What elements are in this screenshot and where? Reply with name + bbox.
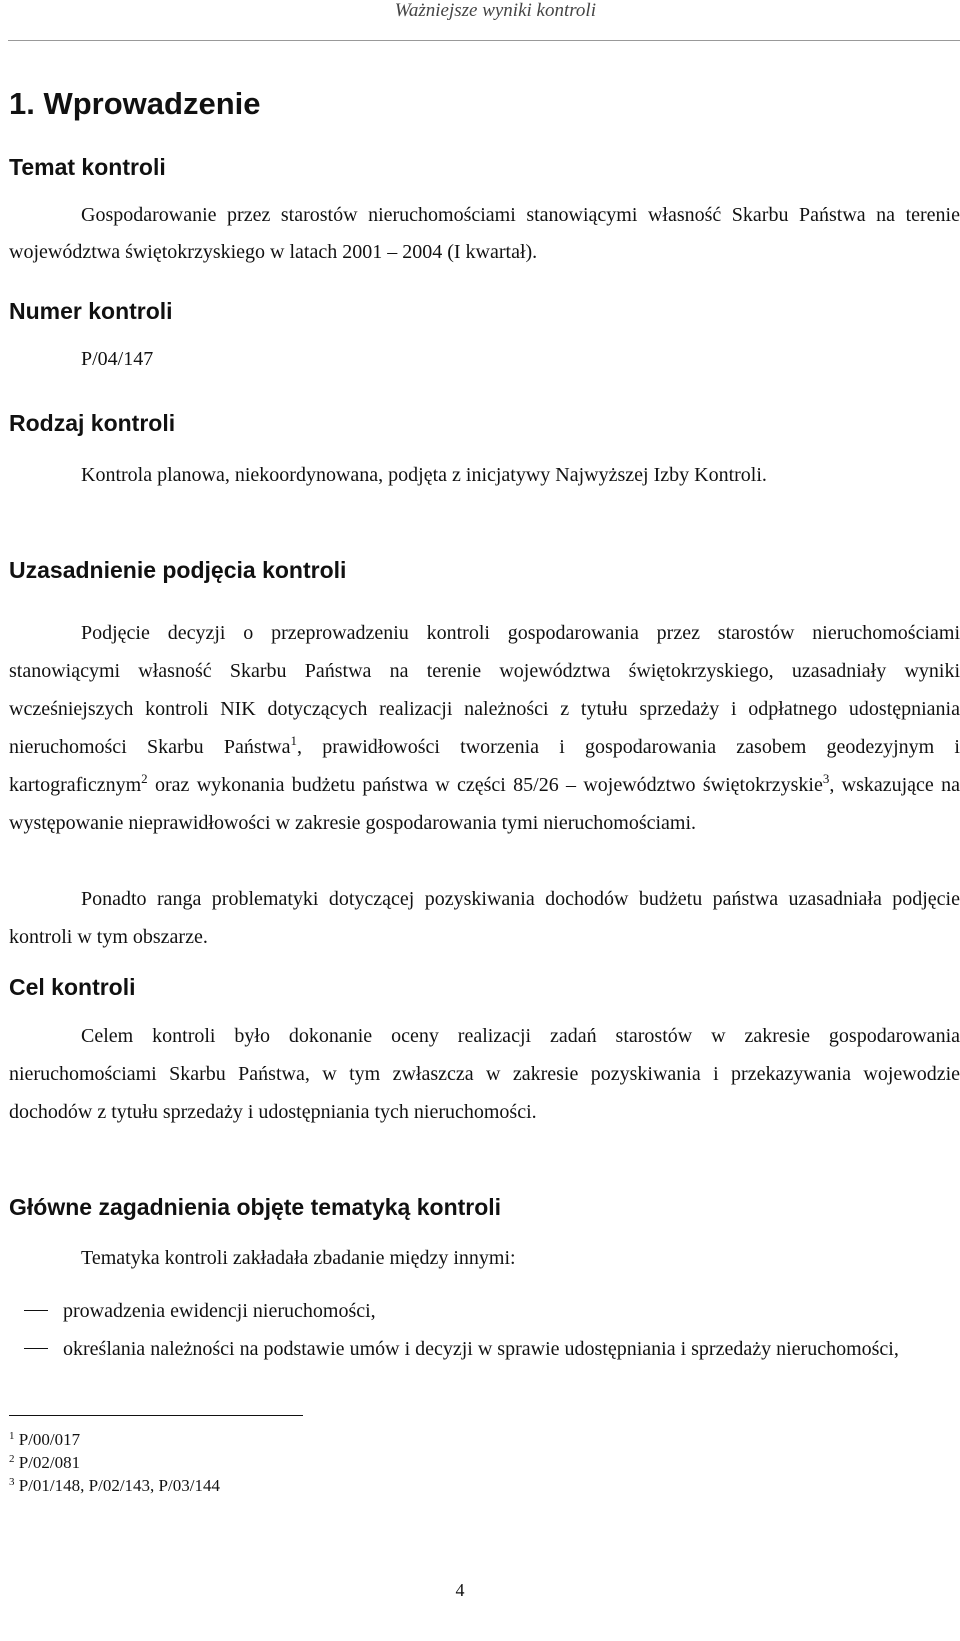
uzasadnienie-paragraph-2: Ponadto ranga problematyki dotyczącej pozyskiwania dochodów budżetu państwa uzasadniała podjęcie kontroli w tym obszarze. xyxy=(9,888,960,948)
uzasadnienie-text-part: Podjęcie decyzji o przeprowadzeniu kontroli gospodarowania przez starostów nieruchomościami stanowiącymi własność Skarbu Państwa na terenie województwa świętokrzyskiego, uzasadniały wyniki wcześniejszych kontroli NIK dotyczących realizacji należności z tytułu sprzedaży i odpłatnego udostępniania nieruchomości Skarbu Państwa xyxy=(9,622,960,758)
dash-bullet xyxy=(24,1348,48,1349)
zagadnienia-list xyxy=(9,1292,960,1368)
footnote-number: 1 xyxy=(9,1430,15,1442)
heading-temat-kontroli: Temat kontroli xyxy=(9,154,166,180)
footnote-ref-1: 1 xyxy=(290,733,297,748)
footnote-number: 3 xyxy=(9,1476,15,1488)
dash-bullet xyxy=(24,1310,48,1311)
footnote xyxy=(9,1428,220,1451)
numer-kontroli-text: P/04/147 xyxy=(81,348,154,370)
header-divider xyxy=(8,40,960,41)
list-item xyxy=(9,1292,960,1330)
heading-cel-kontroli: Cel kontroli xyxy=(9,974,136,1000)
footnote-text: P/00/017 xyxy=(18,1430,81,1449)
section-title: 1. Wprowadzenie xyxy=(9,86,261,121)
list-item xyxy=(9,1330,960,1368)
footnotes xyxy=(9,1428,220,1497)
uzasadnienie-text-part: , prawidłowości tworzenia i gospodarowania zasobem geodezyjnym i kartograficznym xyxy=(9,736,960,796)
footnote-ref-2: 2 xyxy=(141,771,148,786)
rodzaj-kontroli-text: Kontrola planowa, niekoordynowana, podjęta z inicjatywy Najwyższej Izby Kontroli. xyxy=(81,464,767,486)
footnote-number: 2 xyxy=(9,1453,15,1465)
heading-glowne-zagadnienia: Główne zagadnienia objęte tematyką kontroli xyxy=(9,1194,502,1220)
heading-uzasadnienie: Uzasadnienie podjęcia kontroli xyxy=(9,557,347,583)
zagadnienia-intro: Tematyka kontroli zakładała zbadanie między innymi: xyxy=(81,1247,516,1269)
footnote-ref-3: 3 xyxy=(822,771,830,786)
cel-kontroli-text: Celem kontroli było dokonanie oceny realizacji zadań starostów w zakresie gospodarowania nieruchomościami Skarbu Państwa, w tym zwłaszcza w zakresie pozyskiwania i przekazywania wojewodzie dochodów z tytułu sprzedaży i udostępniania tych nieruchomości. xyxy=(9,1025,960,1123)
footnote-text: P/01/148, P/02/143, P/03/144 xyxy=(18,1476,220,1495)
list-item-text: określania należności na podstawie umów i decyzji w sprawie udostępniania i sprzedaży nieruchomości, xyxy=(63,1338,899,1360)
uzasadnienie-text-part: , wskazujące na występowanie nieprawidłowości w zakresie gospodarowania tymi nieruchomościami. xyxy=(9,774,960,834)
footnote-separator xyxy=(9,1415,303,1416)
heading-rodzaj-kontroli: Rodzaj kontroli xyxy=(9,410,176,436)
temat-kontroli-text: Gospodarowanie przez starostów nieruchomościami stanowiącymi własność Skarbu Państwa na terenie województwa świętokrzyskiego w latach 2001 – 2004 (I kwartał). xyxy=(9,204,960,263)
uzasadnienie-text-part: oraz wykonania budżetu państwa w części 85/26 – województwo świętokrzyskie xyxy=(147,774,823,796)
heading-numer-kontroli: Numer kontroli xyxy=(9,298,173,324)
footnote-text: P/02/081 xyxy=(18,1453,81,1472)
uzasadnienie-paragraph-1 xyxy=(9,614,960,842)
footnote xyxy=(9,1451,220,1474)
page-number: 4 xyxy=(455,1580,465,1600)
list-item-text: prowadzenia ewidencji nieruchomości, xyxy=(63,1300,376,1322)
running-title: Ważniejsze wyniki kontroli xyxy=(394,0,596,21)
footnote xyxy=(9,1474,220,1497)
